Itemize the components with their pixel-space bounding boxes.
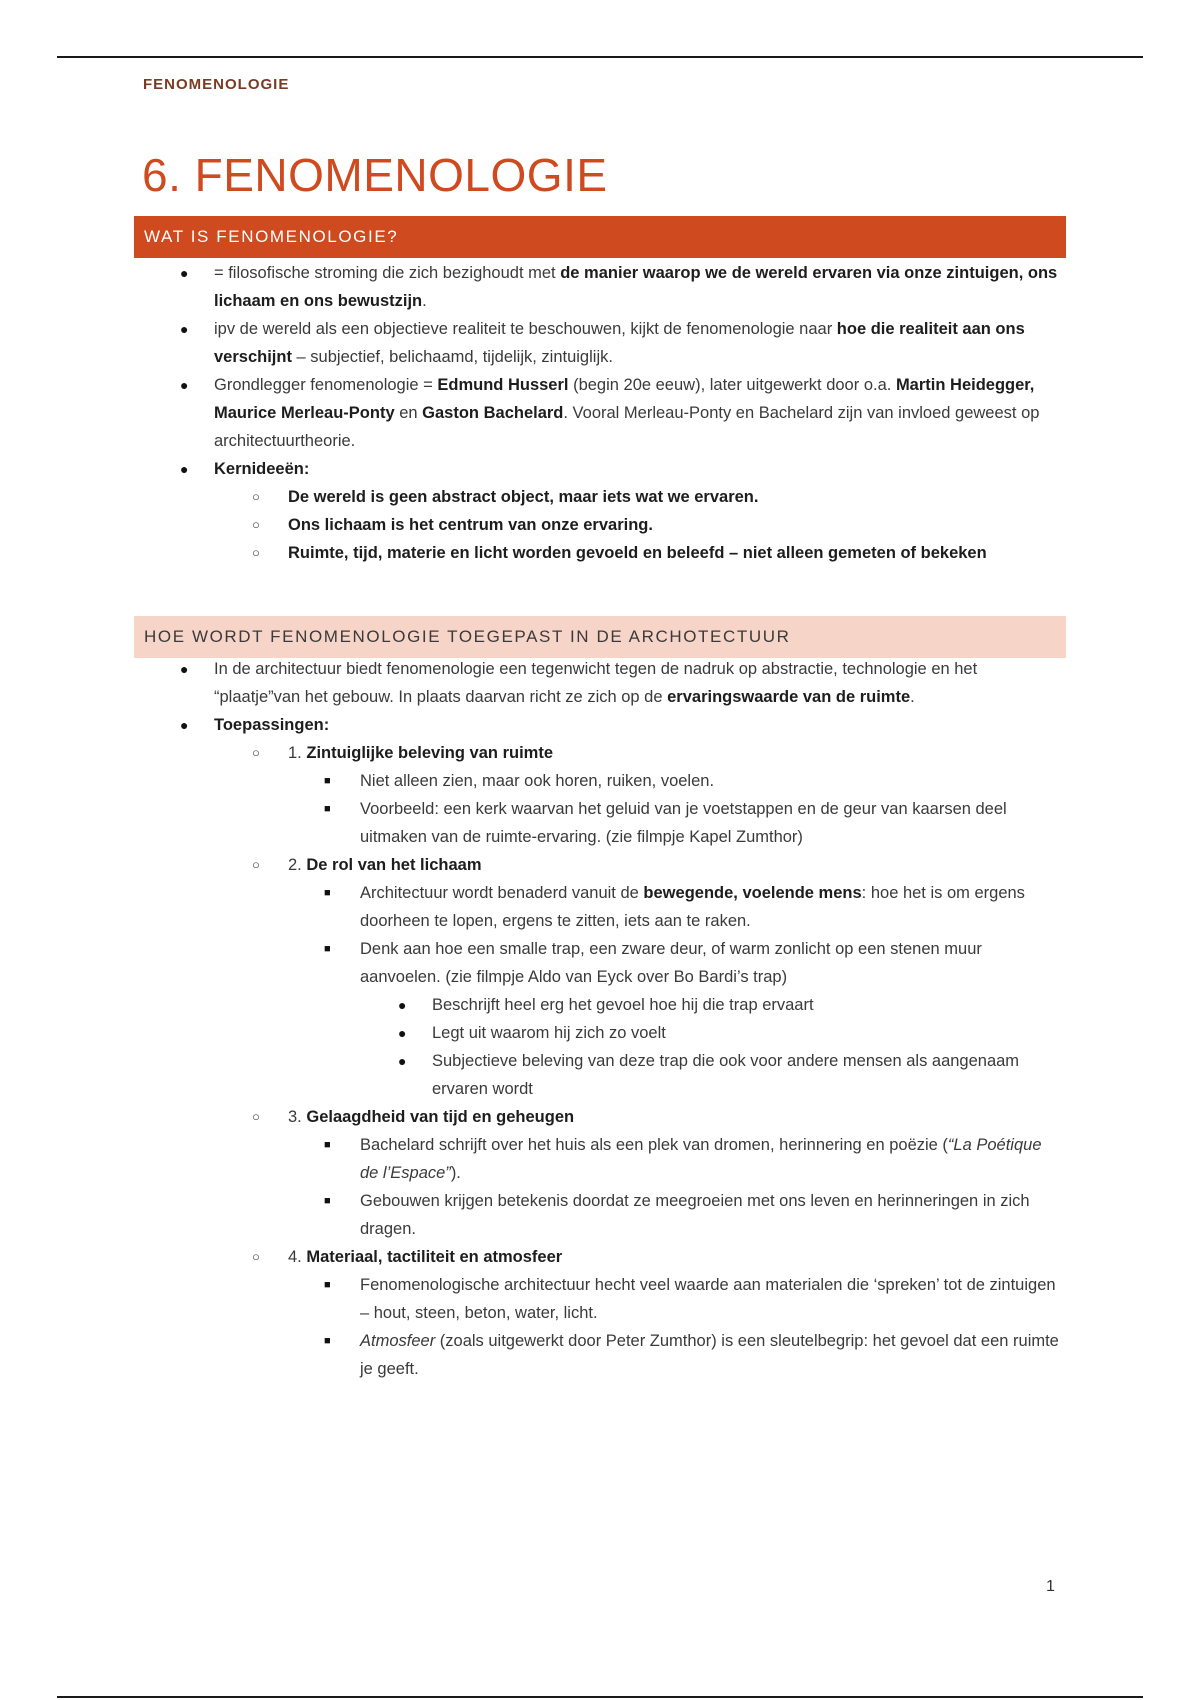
bullet-icon: ● — [180, 717, 189, 733]
square-bullet-icon: ■ — [324, 1279, 331, 1291]
list-item: ● In de architectuur biedt fenomenologie een tegenwicht tegen de nadruk op abstractie, technologie en het “plaatje”van het gebouw. In plaats daarvan richt ze zich op de ervaringswaarde van de ruimte. — [0, 655, 1200, 711]
square-bullet-icon: ■ — [324, 887, 331, 899]
list-item: ■ Voorbeeld: een kerk waarvan het geluid van je voetstappen en de geur van kaarsen deel uitmaken van de ruimte-ervaring. (zie filmpje Kapel Zumthor) — [0, 795, 1200, 851]
list-item: ■ Fenomenologische architectuur hecht veel waarde aan materialen die ‘spreken’ tot de zintuigen – hout, steen, beton, water, licht. — [0, 1271, 1200, 1327]
list-item: ■ Bachelard schrijft over het huis als een plek van dromen, herinnering en poëzie (“La Poétique de l’Espace”). — [0, 1131, 1200, 1187]
circle-bullet-icon: ○ — [252, 745, 260, 760]
section-heading-toegepast: HOE WORDT FENOMENOLOGIE TOEGEPAST IN DE ARCHOTECTUUR — [134, 616, 1066, 658]
circle-bullet-icon: ○ — [252, 1249, 260, 1264]
circle-bullet-icon: ○ — [252, 545, 260, 560]
circle-bullet-icon: ○ — [252, 1109, 260, 1124]
footer-rule — [57, 1696, 1143, 1698]
square-bullet-icon: ■ — [324, 1195, 331, 1207]
section-heading-wat-is: WAT IS FENOMENOLOGIE? — [134, 216, 1066, 258]
square-bullet-icon: ■ — [324, 1139, 331, 1151]
list-item: ● Legt uit waarom hij zich zo voelt — [0, 1019, 1200, 1047]
list-item: ● Kernideeën: — [0, 455, 1200, 483]
bullet-icon: ● — [398, 1025, 407, 1041]
list-item: ■ Niet alleen zien, maar ook horen, ruiken, voelen. — [0, 767, 1200, 795]
bullet-icon: ● — [398, 997, 407, 1013]
bullet-icon: ● — [180, 321, 189, 337]
page-number: 1 — [1046, 1578, 1055, 1595]
square-bullet-icon: ■ — [324, 943, 331, 955]
section-body-wat-is — [0, 259, 1200, 567]
list-item: ● Toepassingen: — [0, 711, 1200, 739]
running-header: FENOMENOLOGIE — [143, 76, 290, 93]
bullet-icon: ● — [180, 265, 189, 281]
list-item: ■ Denk aan hoe een smalle trap, een zware deur, of warm zonlicht op een stenen muur aanvoelen. (zie filmpje Aldo van Eyck over Bo Bardi’s trap) — [0, 935, 1200, 991]
section-body-toegepast — [0, 655, 1200, 1383]
application-heading: ○ 2. De rol van het lichaam — [0, 851, 1200, 879]
list-item: ○ Ons lichaam is het centrum van onze ervaring. — [0, 511, 1200, 539]
bullet-icon: ● — [180, 461, 189, 477]
circle-bullet-icon: ○ — [252, 517, 260, 532]
list-item: ■ Atmosfeer (zoals uitgewerkt door Peter Zumthor) is een sleutelbegrip: het gevoel dat een ruimte je geeft. — [0, 1327, 1200, 1383]
application-heading: ○ 4. Materiaal, tactiliteit en atmosfeer — [0, 1243, 1200, 1271]
square-bullet-icon: ■ — [324, 1335, 331, 1347]
bullet-icon: ● — [398, 1053, 407, 1069]
list-item: ○ Ruimte, tijd, materie en licht worden gevoeld en beleefd – niet alleen gemeten of bekeken — [0, 539, 1200, 567]
application-heading: ○ 3. Gelaagdheid van tijd en geheugen — [0, 1103, 1200, 1131]
header-rule — [57, 56, 1143, 58]
page-title: 6. FENOMENOLOGIE — [142, 149, 608, 201]
application-heading: ○ 1. Zintuiglijke beleving van ruimte — [0, 739, 1200, 767]
list-item: ● = filosofische stroming die zich bezighoudt met de manier waarop we de wereld ervaren via onze zintuigen, ons lichaam en ons bewustzijn. — [0, 259, 1200, 315]
bullet-icon: ● — [180, 377, 189, 393]
list-item: ● Subjectieve beleving van deze trap die ook voor andere mensen als aangenaam ervaren wordt — [0, 1047, 1200, 1103]
square-bullet-icon: ■ — [324, 775, 331, 787]
list-item: ● Grondlegger fenomenologie = Edmund Husserl (begin 20e eeuw), later uitgewerkt door o.a. Martin Heidegger, Maurice Merleau-Ponty en Gaston Bachelard. Vooral Merleau-Ponty en Bachelard zijn van invloed geweest op architectuurtheorie. — [0, 371, 1200, 455]
list-item: ■ Architectuur wordt benaderd vanuit de bewegende, voelende mens: hoe het is om ergens doorheen te lopen, ergens te zitten, iets aan te raken. — [0, 879, 1200, 935]
list-item: ● Beschrijft heel erg het gevoel hoe hij die trap ervaart — [0, 991, 1200, 1019]
circle-bullet-icon: ○ — [252, 857, 260, 872]
circle-bullet-icon: ○ — [252, 489, 260, 504]
square-bullet-icon: ■ — [324, 803, 331, 815]
list-item: ■ Gebouwen krijgen betekenis doordat ze meegroeien met ons leven en herinneringen in zich dragen. — [0, 1187, 1200, 1243]
bullet-icon: ● — [180, 661, 189, 677]
list-item: ● ipv de wereld als een objectieve realiteit te beschouwen, kijkt de fenomenologie naar hoe die realiteit aan ons verschijnt – subjectief, belichaamd, tijdelijk, zintuiglijk. — [0, 315, 1200, 371]
list-item: ○ De wereld is geen abstract object, maar iets wat we ervaren. — [0, 483, 1200, 511]
